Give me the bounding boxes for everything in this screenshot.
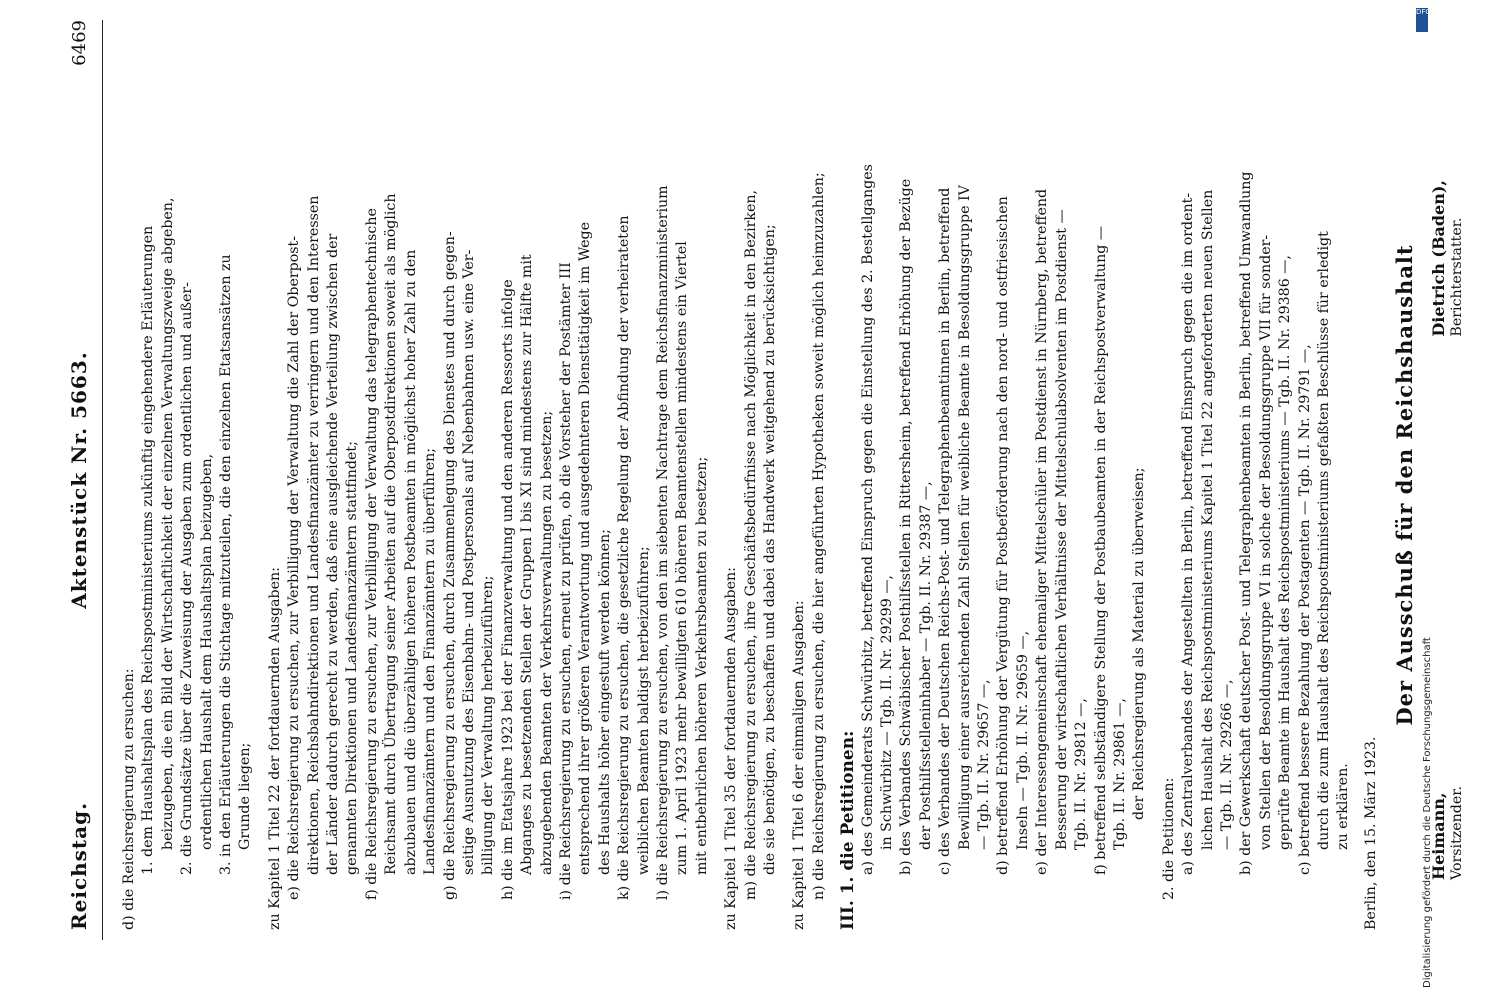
text-line: m) die Reichsregierung zu ersuchen, ihre Geschäftsbedürfnisse nach Möglichkeit in den Bezirken, [742, 189, 759, 900]
text-line: n) die Reichsregierung zu ersuchen, die hier angeführten Hypotheken soweit möglich heimzuzahlen; [810, 172, 827, 900]
text-line: abzugebenden Beamten der Verkehrsverwaltungen zu besetzen; [538, 410, 555, 875]
text-line: — Tgb. II. Nr. 29266 —, [1218, 679, 1235, 850]
text-line: f) betreffend selbständigere Stellung der Postbaubeamten in der Reichspostverwaltung — [1092, 226, 1109, 875]
header-rule [102, 20, 103, 940]
text-line: abzubauen und die überzähligen höheren Postbeamten in möglichst hoher Zahl zu den [402, 249, 419, 875]
page-number: 6469 [69, 20, 90, 66]
text-line: des Haushalts höher eingestuft werden können; [596, 529, 613, 875]
text-line: seitige Ausnutzung des Eisenbahn- und Postpersonals auf Nebenbahnen usw. eine Ver- [460, 249, 477, 875]
rapporteur-role: Berichterstatter. [1449, 217, 1465, 337]
text-line: geprüfte Beamte im Haushalt des Reichspostministeriums — Tgb. II. Nr. 29386 —, [1277, 255, 1294, 850]
text-line: f) die Reichsregierung zu ersuchen, zur Verbilligung der Verwaltung das telegraphentechnische [363, 208, 380, 900]
page-header [67, 20, 110, 940]
chair-name: Heimann, [1428, 792, 1448, 880]
place-date: Berlin, den 15. März 1923. [1362, 736, 1379, 930]
text-line: weiblichen Beamten baldigst herbeizuführen; [635, 546, 652, 875]
text-line: mit entbehrlichen höheren Verkehrsbeamten zu besetzen; [693, 456, 710, 875]
text-line: Besserung der wirtschaftlichen Verhältnisse der Mittelschulabsolventen im Postdienst — [1053, 209, 1070, 850]
spacer [256, 40, 266, 930]
header-title: Aktenstück Nr. 5663. [67, 351, 91, 609]
text-line: zum 1. April 1923 mehr bewilligten 610 höheren Beamtenstellen mindestens ein Viertel [674, 241, 691, 875]
text-line: zu erklären. [1335, 763, 1352, 850]
text-line: Landesfinanzämtern und den Finanzämtern zu überführen; [422, 447, 439, 875]
text-line: entsprechend ihrer größeren Verantwortung und ausgedehnteren Diensttätigkeit im Wege [577, 221, 594, 875]
text-line: Tgb. II. Nr. 29861 —, [1111, 698, 1128, 850]
text-line: genannten Direktionen und Landesfinanzämtern stattfindet; [344, 441, 361, 875]
text-line: h) die im Etatsjahre 1923 bei der Finanzverwaltung und den anderen Ressorts infolge [499, 279, 516, 900]
spacer [1150, 40, 1160, 930]
rapporteur-name: Dietrich (Baden), [1428, 180, 1448, 337]
text-line: Abganges zu besetzenden Stellen der Gruppen I bis XI sind mindestens zur Hälfte mit [519, 254, 536, 875]
committee-title: Der Ausschuß für den Reichshaushalt [1392, 244, 1418, 726]
text-line: c) betreffend bessere Bezahlung der Postagenten — Tgb. II. Nr. 29791 —, [1296, 344, 1313, 875]
text-line: e) die Reichsregierung zu ersuchen, zur Verbilligung der Verwaltung die Zahl der Oberpost- [286, 235, 303, 900]
text-line: Grunde liegen; [237, 742, 254, 850]
text-line: lichen Haushalt des Reichspostministeriums Kapitel 1 Titel 22 angeforderten neuen Stellen [1199, 189, 1216, 850]
text-line: i) die Reichsregierung zu ersuchen, erneut zu prüfen, ob die Vorsteher der Postämter III [557, 262, 574, 900]
text-line: b) der Gewerkschaft deutscher Post- und Telegraphenbeamten in Berlin, betreffend Umwandlung [1238, 171, 1255, 875]
section-heading: III. 1. die Petitionen: [838, 730, 859, 930]
text-line: direktionen, Reichsbahndirektionen und Landesfinanzämter zu verringern und den Interessen [305, 195, 322, 875]
text-line: b) des Verbandes Schwäbischer Posthilfsstellen in Rittersheim, betreffend Erhöhung der Bezüge [898, 178, 915, 875]
text-line: Bewilligung einer ausreichenden Zahl Stellen für weibliche Beamte in Besoldungsgruppe IV [956, 185, 973, 850]
header-left: Reichstag. [67, 801, 91, 930]
text-line: a) des Zentralverbandes der Angestellten in Berlin, betreffend Einspruch gegen die im ordent- [1180, 192, 1197, 875]
text-line: beizugeben, die ein Bild der Wirtschaftlichkeit der einzelnen Verwaltungszweige abgeben, [159, 197, 176, 850]
text-line: l) die Reichsregierung zu ersuchen, von den im siebenten Nachtrage dem Reichsfinanzministerium [654, 185, 671, 900]
text-line: d) betreffend Erhöhung der Vergütung für Postbeförderung nach den nord- und ostfriesischen [995, 196, 1012, 875]
text-line: d) die Reichsregierung zu ersuchen: [121, 668, 137, 930]
text-line: von Stellen der Besoldungsgruppe VI in solche der Besoldungsgruppe VII für sonder- [1257, 234, 1274, 850]
text-line: zu Kapitel 1 Titel 6 der einmaligen Ausgaben: [791, 600, 808, 930]
text-line: in Schwürbitz — Tgb. II. Nr. 29299 —, [879, 575, 896, 850]
text-line: ordentlichen Haushalt dem Haushaltsplan beizugeben, [198, 453, 215, 850]
text-line: der Posthilfsstelleninhaber — Tgb. II. Nr. 29387 —, [917, 481, 934, 850]
text-line: e) der Interessengemeinschaft ehemaliger Mittelschüler im Postdienst in Nürnberg, betreffend [1034, 188, 1051, 875]
spacer [712, 40, 722, 930]
text-line: k) die Reichsregierung zu ersuchen, die gesetzliche Regelung der Abfindung der verheirateten [616, 215, 633, 900]
text-line: Reichsamt durch Übertragung seiner Arbeiten auf die Oberpostdirektionen soweit als möglich [383, 193, 400, 875]
text-line: 1. dem Haushaltsplan des Reichspostministeriums zukünftig eingehendere Erläuterungen [140, 225, 157, 875]
text-line: 3. in den Erläuterungen die Stichtage mitzuteilen, die den einzelnen Etatsansätzen zu [218, 254, 235, 875]
text-line: billigung der Verwaltung herbeizuführen; [480, 575, 497, 875]
text-line: der Länder dadurch gerecht zu werden, daß eine ausgleichende Verteilung zwischen der [325, 233, 342, 875]
text-line: g) die Reichsregierung zu ersuchen, durch Zusammenlegung des Dienstes und durch gegen- [441, 231, 458, 900]
text-line: 2. die Petitionen: [1160, 777, 1177, 900]
text-line: durch die zum Haushalt des Reichspostministeriums gefaßten Beschlüsse für erledigt [1315, 231, 1332, 850]
chair-role: Vorsitzender. [1449, 785, 1465, 880]
digitization-note-text: Digitalisierung gefördert durch die Deutsche Forschungsgemeinschaft [1422, 637, 1433, 988]
text-line: a) des Gemeinderats Schwürbitz, betreffend Einspruch gegen die Einstellung des 2. Bestellganges [859, 164, 876, 875]
text-line: — Tgb. II. Nr. 29657 —, [976, 679, 993, 850]
spacer [780, 40, 790, 930]
digitization-note [1400, 10, 1433, 990]
dfg-logo-icon: DFG [1416, 8, 1428, 32]
text-line: Tgb. II. Nr. 29812 —, [1073, 698, 1090, 850]
text-line: zu Kapitel 1 Titel 22 der fortdauernden Ausgaben: [266, 567, 283, 930]
text-line: zu Kapitel 1 Titel 35 der fortdauernden Ausgaben: [723, 567, 740, 930]
text-line: die sie benötigen, zu beschaffen und dabei das Handwerk weitgehend zu berücksichtigen; [762, 224, 778, 875]
text-line: der Reichsregierung als Material zu überweisen; [1131, 467, 1148, 820]
text-line: c) des Verbandes der Deutschen Reichs-Post- und Telegraphenbeamtinnen in Berlin, betreffend [937, 187, 954, 875]
document-body [120, 40, 1511, 930]
text-line: 2. die Grundsätze über die Zuweisung der Ausgaben zum ordentlichen und außer- [179, 282, 196, 875]
text-line: Inseln — Tgb. II. Nr. 29659 —, [1014, 630, 1031, 850]
